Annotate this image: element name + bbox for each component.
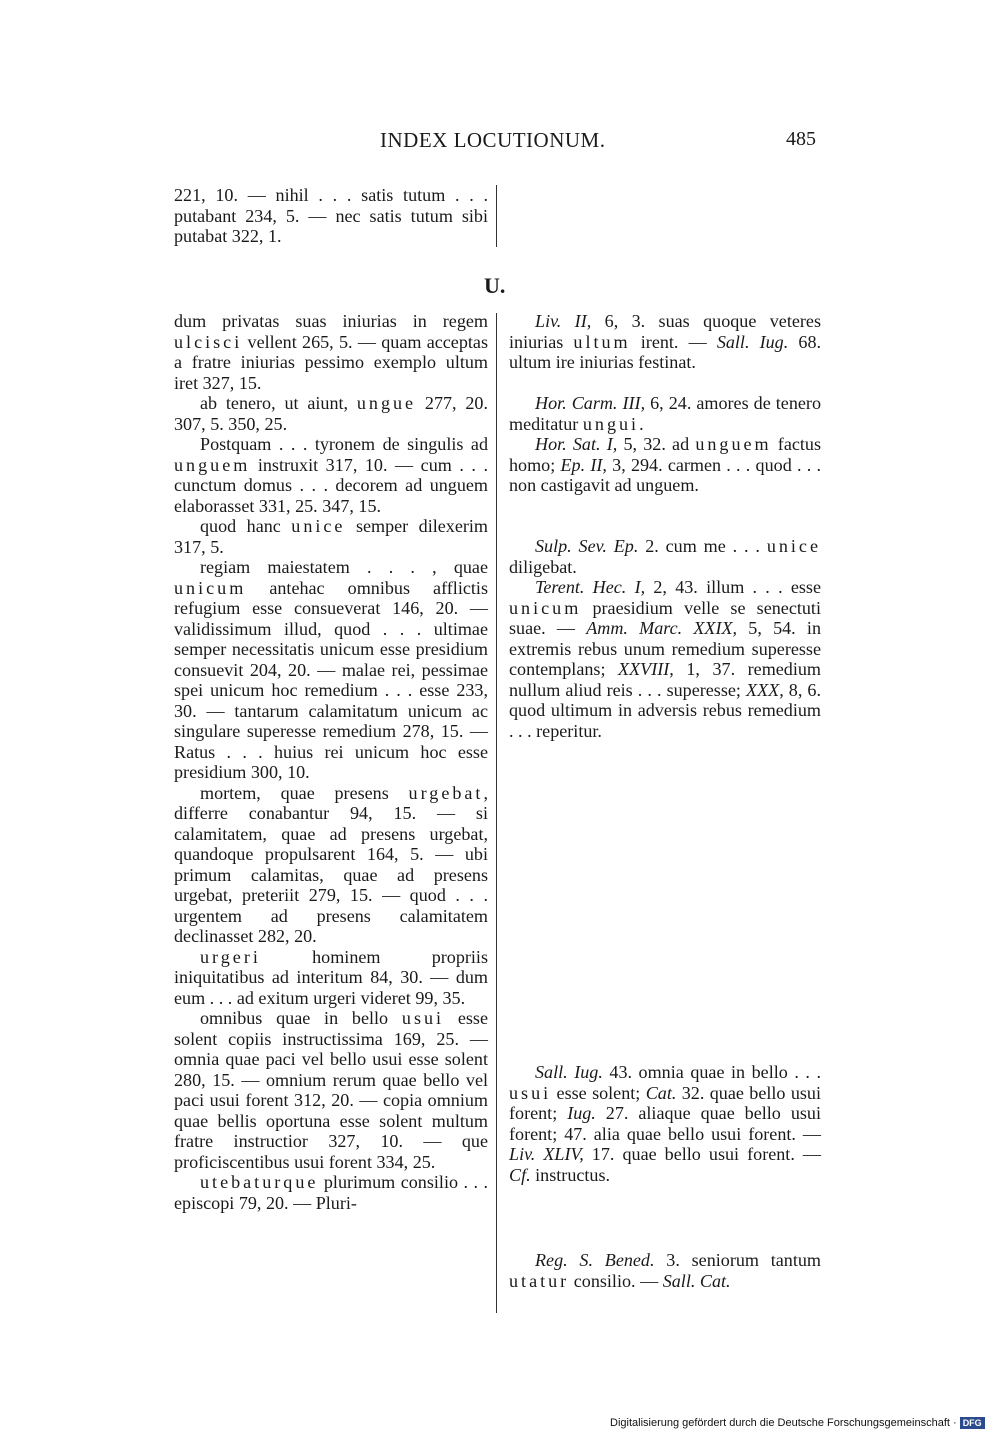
citation-unicum: Terent. Hec. I, 2, 43. illum . . . esse unicum praesidium velle se senectuti suae. — Amm. Marc. XXIX, 5, 54. in extremis rebus unum remedium superesse contemplans; XXVIII, 1, 37. remedium nullum aliud reis . . . superesse; XXX, 8, 6. quod ultimum in adversis rebus remedium . . . reperitur. bbox=[509, 577, 822, 741]
top-entry: 221, 10. — nihil . . . satis tutum . . . putabant 234, 5. — nec satis tutum sibi putabat 322, 1. bbox=[174, 185, 488, 246]
entry-unice: quod hanc unice semper dilexerim 317, 5. bbox=[174, 516, 488, 557]
entry-ungue: ab tenero, ut aiunt, ungue 277, 20. 307, 5. 350, 25. bbox=[174, 393, 488, 434]
right-group-utatur bbox=[509, 1250, 821, 1291]
entry-unguem: Postquam . . . tyronem de singulis ad unguem instruxit 317, 10. — cum . . . cunctum domus . . . decorem ad unguem elaborasset 331, 25. 347, 15. bbox=[174, 434, 488, 516]
entry-utebaturque: utebaturque plurimum consilio . . . episcopi 79, 20. — Pluri- bbox=[174, 1172, 488, 1213]
entry-ulcisci: dum privatas suas iniurias in regem ulcisci vellent 265, 5. — quam acceptas a fratre iniurias pessimo exemplo ultum iret 327, 15. bbox=[174, 311, 488, 393]
footer-credit bbox=[610, 1417, 985, 1429]
column-divider-top bbox=[496, 185, 497, 247]
right-group-ulcisci bbox=[509, 311, 821, 373]
right-group-unice bbox=[509, 536, 821, 741]
citation-unguem: Hor. Sat. I, 5, 32. ad unguem factus homo; Ep. II, 3, 294. carmen . . . quod . . . non castigavit ad unguem. bbox=[509, 434, 822, 495]
page-number: 485 bbox=[786, 128, 816, 150]
entry-usui: omnibus quae in bello usui esse solent copiis instructissima 169, 25. — omnia quae paci vel bello usui esse solent 280, 15. — omnium rerum quae bello vel paci usui forent 312, 20. — copia omnium quae bellis oportuna esse solent multum fratre instructior 327, 10. — que proficiscentibus usui forent 334, 25. bbox=[174, 1008, 488, 1172]
citation-usui: Sall. Iug. 43. omnia quae in bello . . . usui esse solent; Cat. 32. quae bello usui forent; Iug. 27. aliaque quae bello usui forent; 47. alia quae bello usui forent. — Liv. XLIV, 17. quae bello usui forent. — Cf. instructus. bbox=[509, 1062, 821, 1185]
column-divider-main bbox=[496, 313, 497, 1313]
citation-ungui: Hor. Carm. III, 6, 24. amores de tenero meditatur ungui. bbox=[509, 393, 821, 434]
top-block bbox=[174, 185, 488, 247]
left-column bbox=[174, 311, 488, 1213]
citation-utatur: Reg. S. Bened. 3. seniorum tantum utatur consilio. — Sall. Cat. bbox=[509, 1250, 821, 1291]
section-letter: U. bbox=[484, 273, 506, 298]
citation-unice: Sulp. Sev. Ep. 2. cum me . . . unice diligebat. bbox=[509, 536, 821, 577]
dfg-logo: DFG bbox=[960, 1417, 985, 1429]
entry-urgebat: mortem, quae presens urgebat, differre conabantur 94, 15. — si calamitatem, quae ad presens urgebat, quandoque propulsarent 164, 5. — ubi primum calamitas, quae ad presens urgebat, preteriit 279, 15. — quod . . . urgentem ad presens calamitatem declinasset 282, 20. bbox=[174, 782, 488, 946]
right-group-usui bbox=[509, 1062, 821, 1185]
entry-urgeri: urgeri hominem propriis iniquitatibus ad interitum 84, 30. — dum eum . . . ad exitum urgeri videret 99, 35. bbox=[174, 946, 488, 1008]
entry-unicum: regiam maiestatem . . . , quae unicum antehac omnibus afflictis refugium esse consueverat 146, 20. — validissimum illud, quod . . . ultimae semper necessitatis unicum esse presidium consuevit 204, 20. — malae rei, pessimae spei unicum hoc remedium . . . esse 233, 30. — tantarum calamitatum unicum ac singulare superesse remedium 278, 15. — Ratus . . . huius rei unicum hoc esse presidium 300, 10. bbox=[174, 557, 488, 782]
citation-ultum: Liv. II, 6, 3. suas quoque veteres iniurias ultum irent. — Sall. Iug. 68. ultum ire iniurias festinat. bbox=[509, 311, 822, 372]
right-group-ungue bbox=[509, 393, 821, 496]
footer-text: Digitalisierung gefördert durch die Deutsche Forschungsgemeinschaft · bbox=[610, 1417, 957, 1429]
page-title: INDEX LOCUTIONUM. bbox=[380, 128, 606, 152]
